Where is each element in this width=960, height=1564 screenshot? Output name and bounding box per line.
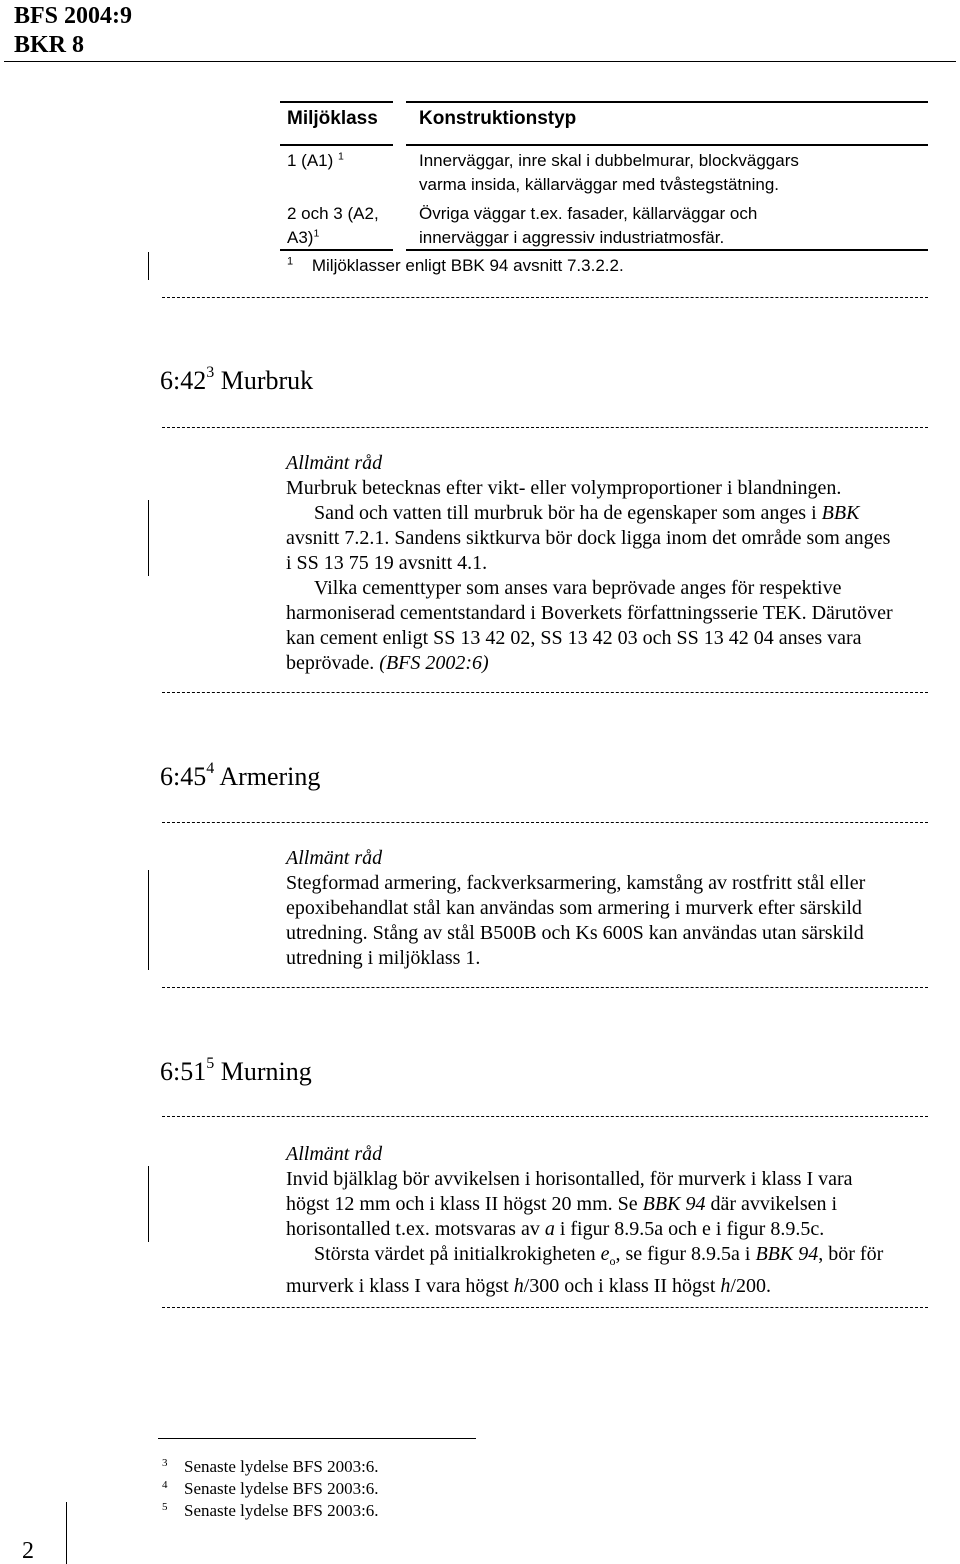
table-header-miljoklass: Miljöklass — [287, 108, 378, 129]
paragraph: Stegformad armering, fackverksarmering, kamstång av rostfritt stål eller epoxibehandlat stål kan användas som armering i murverk efter särskild utredning. Stång av stål B500B och Ks 600S kan användas utan särskild utredning i miljöklass 1. — [286, 872, 866, 969]
table-header-rule-col2 — [406, 144, 928, 146]
footnote: 3 Senaste lydelse BFS 2003:6. — [162, 1457, 379, 1476]
table-row-1-typ: Innerväggar, inre skal i dubbelmurar, blockväggars varma insida, källarväggar med tvåstegstätning. — [419, 151, 799, 194]
table-bottom-rule-col1 — [280, 249, 393, 251]
dashed-separator — [162, 427, 928, 428]
advice-label: Allmänt råd — [286, 847, 383, 869]
table-row-1-klass: 1 (A1) $^1$ — [287, 150, 344, 170]
section-heading-murbruk: $6:42^3$ Murbruk — [160, 364, 314, 395]
paragraph: Invid bjälklag bör avvikelsen i horisontalled, för murverk i klass I vara högst 12 mm och i klass II högst 20 mm. Se BBK 94 där avvikelsen i horisontalled t.ex. motsvaras av a i figur 8.9.5a och e i figur 8.9.5c. Största värdet på initialkrokigheten $e_o$, se figur 8.9.5a i BBK 94, bör för murverk i klass I vara högst h/300 och i klass II högst h/200. — [286, 1168, 884, 1297]
header-bfs-number: BFS 2004:9 — [14, 3, 133, 29]
table-top-rule-col1 — [280, 101, 393, 103]
page-number-rule — [66, 1502, 67, 1564]
table-bottom-rule-col2 — [406, 249, 928, 251]
dashed-separator — [162, 987, 928, 988]
dashed-separator — [162, 822, 928, 823]
section-heading-murning: $6:51^5$ Murning — [160, 1055, 312, 1086]
page-number: 2 — [22, 1538, 34, 1564]
table-header-konstruktionstyp: Konstruktionstyp — [419, 108, 577, 129]
table-header-rule-col1 — [280, 144, 393, 146]
advice-label: Allmänt råd — [286, 452, 383, 474]
table-top-rule-col2 — [406, 101, 928, 103]
dashed-separator — [162, 1116, 928, 1117]
change-bar — [148, 870, 149, 970]
footnote-rule — [158, 1438, 476, 1439]
advice-label: Allmänt råd — [286, 1143, 383, 1165]
document-header — [14, 2, 132, 60]
footnote: 5 Senaste lydelse BFS 2003:6. — [162, 1501, 379, 1520]
footnote: 4 Senaste lydelse BFS 2003:6. — [162, 1479, 379, 1498]
paragraph: Sand och vatten till murbruk bör ha de egenskaper som anges i BBK avsnitt 7.2.1. Sandens siktkurva bör dock ligga inom det område som anges i SS 13 75 19 avsnitt 4.1. — [286, 502, 891, 574]
table-footnote: $^1$ Miljöklasser enligt BBK 94 avsnitt 7.3.2.2. — [287, 255, 624, 275]
dashed-separator — [162, 1307, 928, 1308]
change-bar — [148, 252, 149, 280]
dashed-separator — [162, 692, 928, 693]
paragraph: Vilka cementtyper som anses vara beprövade anges för respektive harmoniserad cementstandard i Boverkets författningsserie TEK. Därutöver kan cement enligt SS 13 42 02, SS 13 42 03 och SS 13 42 04 anses vara beprövade. (BFS 2002:6) — [286, 577, 893, 674]
table-row-2-klass: 2 och 3 (A2, A3)$^1$ — [287, 204, 379, 247]
change-bar — [148, 500, 149, 576]
table-row-2-typ: Övriga väggar t.ex. fasader, källarväggar och innerväggar i aggressiv industriatmosfär. — [419, 204, 758, 247]
section-heading-armering: $6:45^4$ Armering — [160, 760, 321, 791]
header-bkr-number: BKR 8 — [14, 32, 85, 58]
dashed-separator — [162, 297, 928, 298]
change-bar — [148, 1166, 149, 1242]
header-rule — [4, 61, 956, 62]
paragraph: Murbruk betecknas efter vikt- eller volymproportioner i blandningen. — [286, 477, 842, 499]
